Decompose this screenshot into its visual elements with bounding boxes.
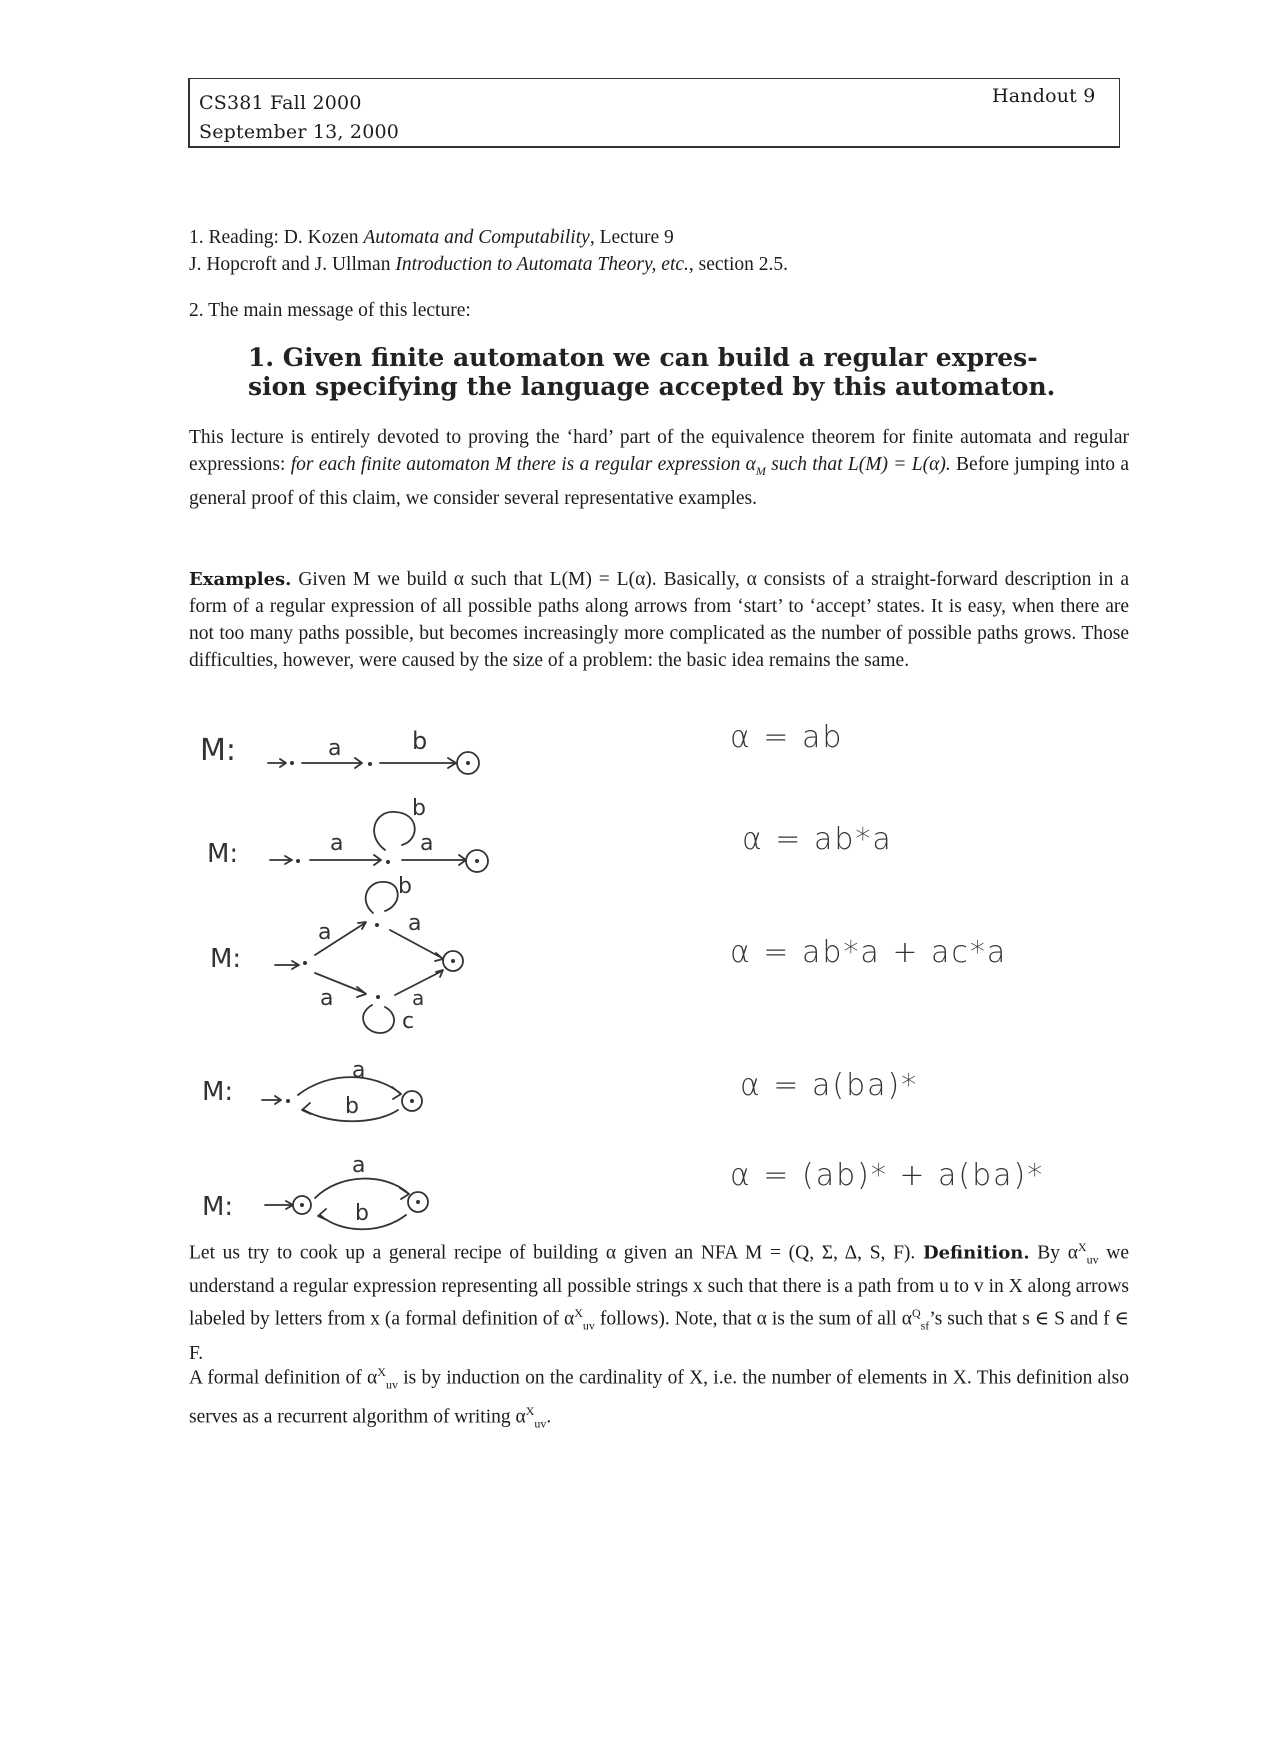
- machine-label-5: M:: [202, 1192, 234, 1222]
- edge-label-4b: b: [345, 1094, 359, 1119]
- alpha-value-4: a(ba)*: [811, 1068, 919, 1103]
- edge-label-3c: a: [408, 911, 422, 936]
- main-message-statement: 1. Given finite automaton we can build a regular expres- sion specifying the language accepted by this automaton.: [248, 343, 1056, 401]
- definition-sub-2: uv: [582, 1318, 595, 1333]
- induction-sub-2: uv: [534, 1416, 547, 1431]
- alpha-5: [730, 1158, 1044, 1193]
- examples-text: Given M we build α such that L(M) = L(α). Basically, α consists of a straight-forward description in a form of a regular expression of all possible paths along arrows from ‘start’ to ‘accept’ states. It is easy, when there are not too many paths possible, but becomes increasingly more complicated as the number of possible paths grows. Those difficulties, however, were caused by the size of a problem: the basic idea remains the same.: [189, 569, 1129, 671]
- machine-label-4: M:: [202, 1077, 234, 1107]
- machine-label-2: M:: [207, 839, 239, 869]
- alpha-prefix-5: α =: [730, 1158, 802, 1193]
- edge-label-3e: c: [402, 1009, 415, 1034]
- definition-sub-sf: sf: [920, 1318, 930, 1333]
- handout-number: Handout 9: [992, 85, 1096, 107]
- reading-author-kozen: 1. Reading: D. Kozen: [189, 227, 364, 248]
- intro-theorem-subscript: M: [755, 463, 766, 478]
- alpha-prefix-1: α =: [730, 720, 802, 755]
- definition-text-a: By α: [1029, 1242, 1078, 1264]
- definition-sup-2: X: [574, 1306, 583, 1321]
- main-message-intro: 2. The main message of this lecture:: [189, 300, 471, 321]
- edge-label-5a: a: [352, 1153, 366, 1178]
- induction-sub: uv: [385, 1377, 398, 1392]
- reading-line-2: [189, 251, 788, 278]
- induction-text-c: .: [546, 1406, 552, 1428]
- automaton-1: [200, 727, 479, 774]
- alpha-4: [740, 1068, 918, 1103]
- automaton-3: [210, 874, 463, 1034]
- reading-author-hopcroft: J. Hopcroft and J. Ullman: [189, 254, 396, 275]
- edge-label-3f: a: [412, 986, 425, 1010]
- edge-label-2c: a: [420, 831, 434, 856]
- intro-text: This lecture is entirely devoted to proving the ‘hard’ part of the equivalence theorem for finite automata and regular expressions:: [189, 427, 1129, 475]
- edge-label-3b: b: [398, 874, 412, 899]
- definition-text-b: we understand a regular expression representing all possible strings x such that there is a path from u to v in X along arrows labeled by letters from x (a formal definition of α: [189, 1242, 1130, 1330]
- examples-paragraph: [189, 566, 1129, 674]
- handout-date: September 13, 2000: [199, 121, 400, 143]
- intro-text-end: Before jumping into a general proof of this claim, we consider several representative examples.: [189, 454, 1130, 509]
- alpha-1: [730, 720, 843, 755]
- automata-diagrams: [180, 715, 560, 1235]
- definition-sup-q: Q: [911, 1306, 921, 1321]
- edge-label-2b: b: [412, 796, 426, 821]
- definition-label: Definition.: [923, 1242, 1030, 1264]
- intro-paragraph: [189, 424, 1129, 512]
- definition-text-c: follows). Note, that α is the sum of all α: [594, 1308, 912, 1330]
- edge-label-3a: a: [318, 920, 332, 945]
- intro-theorem-end: such that L(M) = L(α).: [765, 454, 951, 475]
- induction-text-a: A formal definition of α: [189, 1367, 378, 1389]
- alpha-3: [730, 935, 1007, 970]
- alpha-prefix-3: α =: [730, 935, 802, 970]
- definition-sup: X: [1077, 1240, 1087, 1254]
- alpha-2: [742, 822, 893, 857]
- course-title: CS381 Fall 2000: [199, 92, 362, 114]
- intro-theorem: for each finite automaton M there is a regular expression α: [290, 454, 756, 475]
- automaton-4: [202, 1058, 422, 1121]
- induction-paragraph: [189, 1359, 1129, 1438]
- alpha-prefix-4: α =: [740, 1068, 812, 1103]
- alpha-value-1: ab: [801, 720, 844, 755]
- reading-suffix-kozen: , Lecture 9: [589, 227, 674, 248]
- recipe-intro: Let us try to cook up a general recipe of building α given an NFA M = (Q, Σ, Δ, S, F).: [189, 1242, 916, 1264]
- induction-text-b: is by induction on the cardinality of X, i.e. the number of elements in X. This definition also serves as a recurrent algorithm of writing α: [189, 1367, 1129, 1428]
- definition-text-d: ’s such that s ∈ S and f ∈ F.: [189, 1308, 1129, 1364]
- machine-label-1: M:: [200, 733, 236, 768]
- reading-title-kozen: Automata and Computability: [363, 227, 590, 248]
- alpha-value-3: ab*a + ac*a: [801, 935, 1008, 970]
- recipe-paragraph: [189, 1234, 1129, 1367]
- induction-sup-2: X: [525, 1404, 535, 1419]
- edge-label-5b: b: [355, 1201, 369, 1226]
- edge-label-3d: a: [320, 986, 334, 1011]
- automaton-5: [202, 1153, 428, 1229]
- reading-line-1: [189, 224, 674, 251]
- induction-sup: X: [377, 1365, 386, 1379]
- definition-sub: uv: [1086, 1252, 1099, 1267]
- edge-label-1a: a: [328, 736, 342, 761]
- edge-label-4a: a: [352, 1058, 366, 1083]
- machine-label-3: M:: [210, 944, 242, 974]
- examples-label: Examples.: [189, 569, 292, 590]
- edge-label-1b: b: [412, 727, 428, 755]
- automaton-2: [207, 796, 488, 872]
- alpha-value-2: ab*a: [813, 822, 893, 857]
- edge-label-2a: a: [330, 831, 344, 856]
- reading-title-hopcroft: Introduction to Automata Theory, etc.: [395, 254, 689, 275]
- reading-suffix-hopcroft: , section 2.5.: [688, 254, 789, 275]
- alpha-value-5: (ab)* + a(ba)*: [801, 1158, 1045, 1193]
- alpha-prefix-2: α =: [742, 822, 814, 857]
